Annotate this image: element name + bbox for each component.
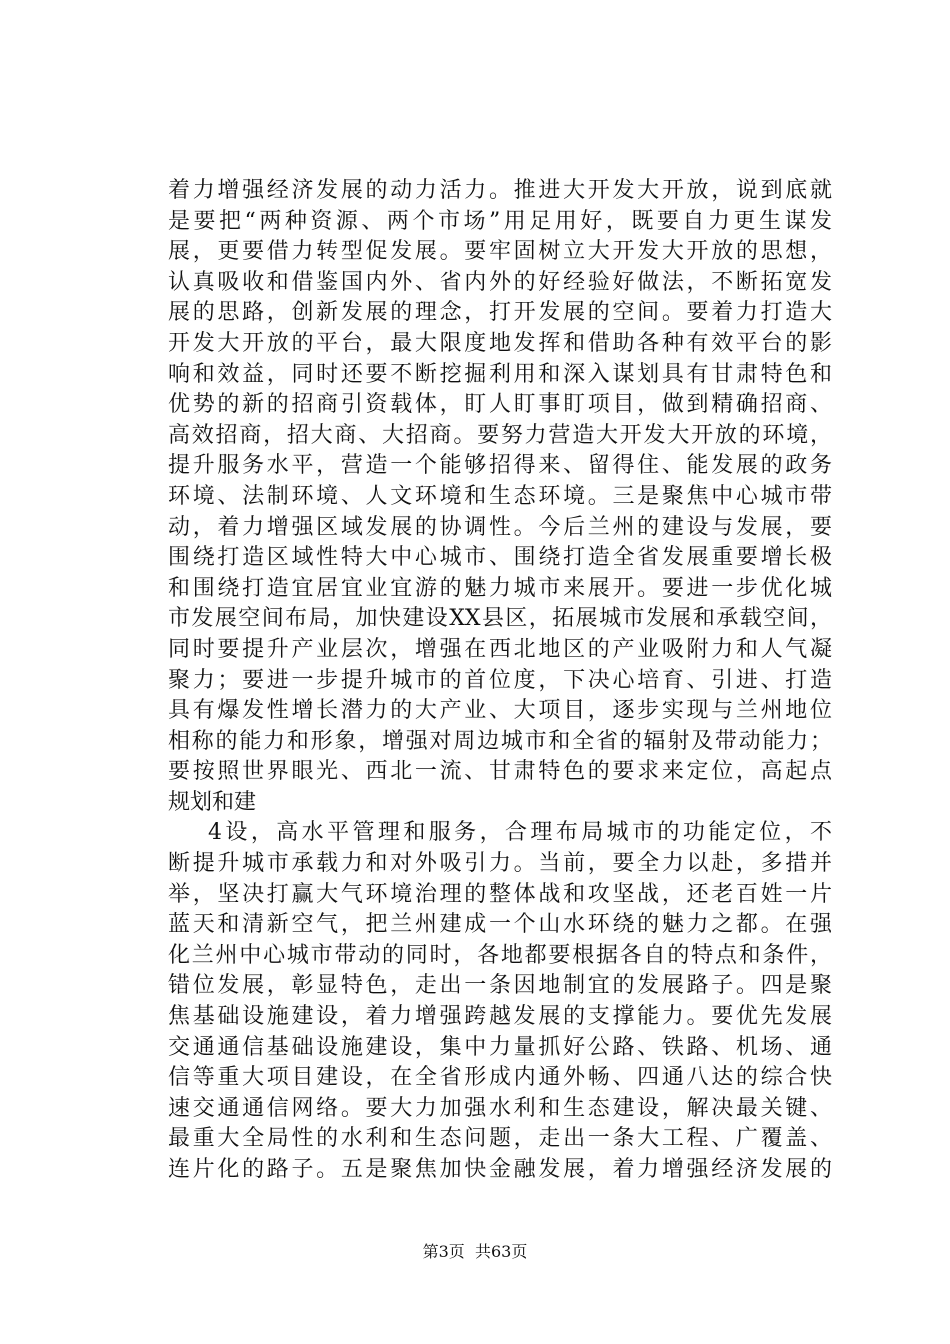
text-line: 信等重大项目建设，在全省形成内通外畅、四通八达的综合快 [168,1065,832,1091]
text-line: 化兰州中心城市带动的同时，各地都要根据各自的特点和条件， [168,942,832,968]
text-line: 市发展空间布局，加快建设XX县区，拓展城市发展和承载空间， [168,606,832,632]
text-line: 交通通信基础设施建设，集中力量抓好公路、铁路、机场、通 [168,1034,832,1060]
text-line: 相称的能力和形象，增强对周边城市和全省的辐射及带动能力； [168,728,832,754]
text-line: 动，着力增强区域发展的协调性。今后兰州的建设与发展，要 [168,514,832,540]
text-line: 4设，高水平管理和服务，合理布局城市的功能定位，不 [208,820,832,846]
text-line: 和围绕打造宜居宜业宜游的魅力城市来展开。要进一步优化城 [168,575,832,601]
text-line: 连片化的路子。五是聚焦加快金融发展，着力增强经济发展的 [168,1157,832,1182]
text-line: 提升服务水平，营造一个能够招得来、留得住、能发展的政务 [168,453,832,479]
text-line: 最重大全局性的水利和生态问题，走出一条大工程、广覆盖、 [168,1126,832,1152]
text-line: 开发大开放的平台，最大限度地发挥和借助各种有效平台的影 [168,330,832,356]
text-line: 优势的新的招商引资载体，盯人盯事盯项目，做到精确招商、 [168,392,832,418]
text-line: 响和效益，同时还要不断挖掘利用和深入谋划具有甘肃特色和 [168,361,832,387]
text-line: 同时要提升产业层次，增强在西北地区的产业吸附力和人气凝 [168,636,832,662]
text-line: 高效招商，招大商、大招商。要努力营造大开发大开放的环境， [168,422,832,448]
text-line: 焦基础设施建设，着力增强跨越发展的支撑能力。要优先发展 [168,1004,832,1030]
text-line: 规划和建 [168,789,257,815]
text-line: 展的思路，创新发展的理念，打开发展的空间。要着力打造大 [168,300,832,326]
text-line: 要按照世界眼光、西北一流、甘肃特色的要求来定位，高起点 [168,759,832,785]
text-line: 聚力；要进一步提升城市的首位度，下决心培育、引进、打造 [168,667,832,693]
text-line: 认真吸收和借鉴国内外、省内外的好经验好做法，不断拓宽发 [168,269,832,295]
body-text [168,176,832,1186]
text-line: 围绕打造区域性特大中心城市、围绕打造全省发展重要增长极 [168,545,832,571]
text-line: 蓝天和清新空气，把兰州建成一个山水环绕的魅力之都。在强 [168,912,832,938]
page-number: 第3页 [422,1242,465,1261]
text-line: 展，更要借力转型促发展。要牢固树立大开发大开放的思想， [168,239,832,265]
text-line: 是要把“两种资源、两个市场”用足用好，既要自力更生谋发 [168,208,832,234]
text-line: 断提升城市承载力和对外吸引力。当前，要全力以赴，多措并 [168,851,832,877]
text-line: 具有爆发性增长潜力的大产业、大项目，逐步实现与兰州地位 [168,698,832,724]
text-line: 速交通通信网络。要大力加强水利和生态建设，解决最关键、 [168,1095,832,1121]
page-footer [0,1240,950,1264]
page-total: 共63页 [474,1242,528,1261]
text-line: 着力增强经济发展的动力活力。推进大开发大开放，说到底就 [168,178,832,203]
text-line: 环境、法制环境、人文环境和生态环境。三是聚焦中心城市带 [168,483,832,509]
text-line: 举，坚决打赢大气环境治理的整体战和攻坚战，还老百姓一片 [168,881,832,907]
text-line: 错位发展，彰显特色，走出一条因地制宜的发展路子。四是聚 [168,973,832,999]
